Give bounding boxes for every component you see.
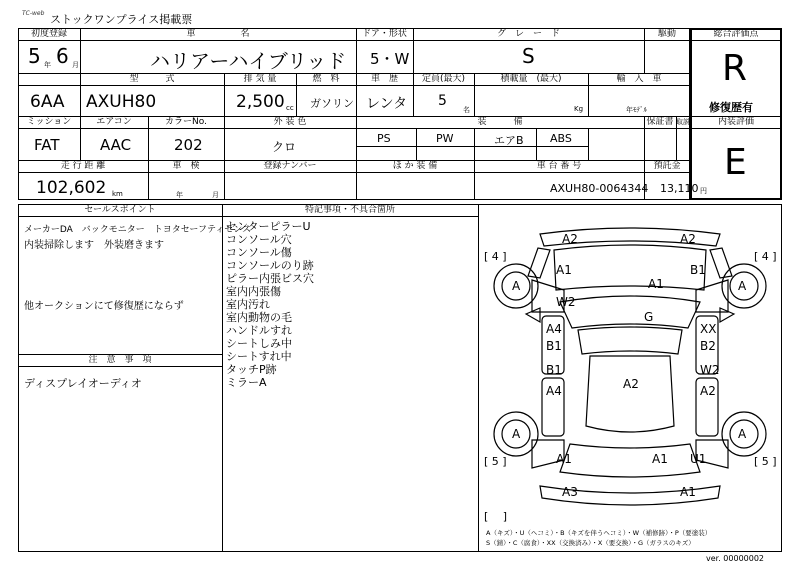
person-unit: 名 xyxy=(463,106,470,114)
inspection-label: 車 検 xyxy=(172,161,200,171)
repair-history-badge: 修復歴有 xyxy=(709,101,753,114)
damage-mark: A2 xyxy=(562,232,578,246)
grade-value: S xyxy=(522,44,535,68)
equip-pw: PW xyxy=(436,132,454,145)
car-damage-diagram xyxy=(478,216,782,530)
fuel-value: ガソリン xyxy=(310,97,354,110)
note-item: ハンドルすれ xyxy=(226,324,292,337)
damage-mark: B1 xyxy=(546,339,562,353)
note-item: シートすれ中 xyxy=(226,350,292,363)
damage-mark: A2 xyxy=(623,377,639,391)
note-item: センターピラーU xyxy=(226,220,311,233)
wheel-mark-rear-right: A xyxy=(738,427,747,441)
exterior-label: 外 装 色 xyxy=(273,117,307,127)
inspection-month-unit: 月 xyxy=(212,191,219,199)
reg-number-label: 登録ナンバー xyxy=(263,161,317,171)
note-item: 室内動物の毛 xyxy=(226,311,292,324)
note-item: ピラー内張ビス穴 xyxy=(226,272,314,285)
legend-line-2: S（錆）・C（腐食）・XX（交換済み）・X（要交換）・G（ガラスのキズ） xyxy=(486,539,695,547)
wheel-mark-front-right: A xyxy=(738,279,747,293)
note-item: コンソール穴 xyxy=(226,233,292,246)
note-item: タッチP跡 xyxy=(226,363,277,376)
damage-mark: B1 xyxy=(690,263,706,277)
interior-eval-label: 内装評価 xyxy=(717,117,754,127)
damage-mark: U1 xyxy=(690,452,707,466)
warranty-label: 保証書 xyxy=(646,117,674,127)
mileage-label: 走 行 距 離 xyxy=(60,161,106,171)
damage-mark: B1 xyxy=(546,363,562,377)
damage-mark: A1 xyxy=(556,452,572,466)
km-unit: km xyxy=(112,190,123,198)
mission-label: ミッション xyxy=(26,117,72,127)
legend-line-1: A（キズ）・U（ヘコミ）・B（キズを伴うヘコミ）・W（補修跡）・P（要塗装） xyxy=(486,529,712,537)
deposit-value: 13,110 xyxy=(660,182,699,195)
damage-mark: W2 xyxy=(556,295,576,309)
equip-airbag: エアB xyxy=(494,134,524,147)
note-item: コンソールのり跡 xyxy=(226,259,314,272)
note-item: シートしみ中 xyxy=(226,337,292,350)
bracket-front-left: [ 4 ] xyxy=(484,250,507,263)
damage-mark: A2 xyxy=(680,232,696,246)
page-title: ストックワンプライス掲載票 xyxy=(50,13,193,26)
model-year-unit: 年ﾓﾃﾞﾙ xyxy=(626,106,647,114)
capacity-label: 定員(最大) xyxy=(421,74,466,84)
import-label: 輸 入 車 xyxy=(616,74,662,84)
equip-ps: PS xyxy=(377,132,391,145)
bracket-front-right: [ 4 ] xyxy=(754,250,777,263)
displacement-label: 排 気 量 xyxy=(243,74,277,84)
exterior-value: クロ xyxy=(272,140,297,154)
car-name-value: ハリアーハイブリッド xyxy=(150,49,347,73)
logo: TC-web xyxy=(22,10,45,17)
overall-score: R xyxy=(722,48,748,89)
deposit-label: 預託金 xyxy=(653,161,681,171)
bracket-rear-right: [ 5 ] xyxy=(754,455,777,468)
kg-unit: Kg xyxy=(574,105,584,113)
yen-unit: 円 xyxy=(700,187,707,195)
model-label: 型 式 xyxy=(129,74,175,84)
color-no-label: カラーNo. xyxy=(165,117,207,127)
aircon-value: AAC xyxy=(100,136,132,154)
capacity-value: 5 xyxy=(438,93,447,109)
mileage-value: 102,602 xyxy=(36,178,107,198)
chassis-no-label: 車 台 番 号 xyxy=(536,161,582,171)
load-label: 積載量 (最大) xyxy=(500,74,562,84)
sales-point-1: メーカーDA バックモニター トヨタセーフティセンス xyxy=(24,225,251,235)
damage-mark: G xyxy=(644,310,654,324)
grade-label: グ レ ー ド xyxy=(496,29,560,39)
note-item: 室内内張傷 xyxy=(226,285,281,298)
damage-mark: A2 xyxy=(700,384,716,398)
damage-mark: A1 xyxy=(652,452,668,466)
equip-abs: ABS xyxy=(550,132,572,145)
damage-mark: A1 xyxy=(556,263,572,277)
mission-value: FAT xyxy=(34,136,60,154)
notes-list xyxy=(226,220,314,389)
drive-label: 駆動 xyxy=(657,29,676,39)
damage-mark: A4 xyxy=(546,322,562,336)
sales-point-3: 他オークションにて修復歴にならず xyxy=(24,301,184,312)
year-unit: 年 xyxy=(44,61,51,69)
notes-label: 特記事項・不具合箇所 xyxy=(304,205,395,215)
wheel-mark-front-left: A xyxy=(512,279,521,293)
aircon-label: エアコン xyxy=(96,117,132,127)
note-item: ミラーA xyxy=(226,376,267,389)
history-label: 車 歴 xyxy=(370,74,398,84)
other-equipment-label: ほ か 装 備 xyxy=(392,161,438,171)
spec-table xyxy=(18,28,690,200)
damage-mark: A1 xyxy=(680,485,696,499)
damage-mark: A3 xyxy=(562,485,578,499)
first-reg-month: 6 xyxy=(56,44,69,68)
model-prefix-value: 6AA xyxy=(30,92,65,112)
month-unit: 月 xyxy=(72,61,79,69)
sales-point-label: セールスポイント xyxy=(84,205,156,215)
equipment-label: 装 備 xyxy=(477,117,523,127)
wheel-mark-rear-left: A xyxy=(512,427,521,441)
displacement-value: 2,500 xyxy=(236,92,285,112)
fuel-label: 燃 料 xyxy=(312,74,340,84)
first-reg-year: 5 xyxy=(28,44,41,68)
version-label: ver. 00000002 xyxy=(706,554,765,563)
note-item: コンソール傷 xyxy=(226,246,292,259)
history-value: レンタ xyxy=(366,96,408,112)
damage-mark: B2 xyxy=(700,339,716,353)
cc-unit: cc xyxy=(286,104,294,112)
damage-mark: A4 xyxy=(546,384,562,398)
door-label: ドア・形状 xyxy=(362,29,407,39)
damage-mark: A1 xyxy=(648,277,664,291)
model-value: AXUH80 xyxy=(86,92,157,112)
interior-score: E xyxy=(724,142,747,183)
chassis-no-value: AXUH80-0064344 xyxy=(550,182,649,195)
caution-item-1: ディスプレイオーディオ xyxy=(24,377,142,390)
overall-eval-label: 総合評価点 xyxy=(713,29,759,39)
damage-mark: XX xyxy=(700,322,717,336)
inspection-year-unit: 年 xyxy=(176,191,183,199)
bracket-bottom: [ ] xyxy=(484,510,508,523)
color-no-value: 202 xyxy=(174,136,203,154)
door-value: 5・W xyxy=(370,50,410,68)
bracket-rear-left: [ 5 ] xyxy=(484,455,507,468)
sales-point-2: 内装掃除します 外装磨きます xyxy=(24,240,164,251)
manual-label: 取説 xyxy=(676,118,690,126)
damage-mark: W2 xyxy=(700,363,720,377)
note-item: 室内汚れ xyxy=(226,298,270,311)
first-reg-label: 初度登録 xyxy=(30,29,67,39)
car-name-label: 車 名 xyxy=(186,29,250,39)
caution-label: 注 意 事 項 xyxy=(88,355,152,365)
